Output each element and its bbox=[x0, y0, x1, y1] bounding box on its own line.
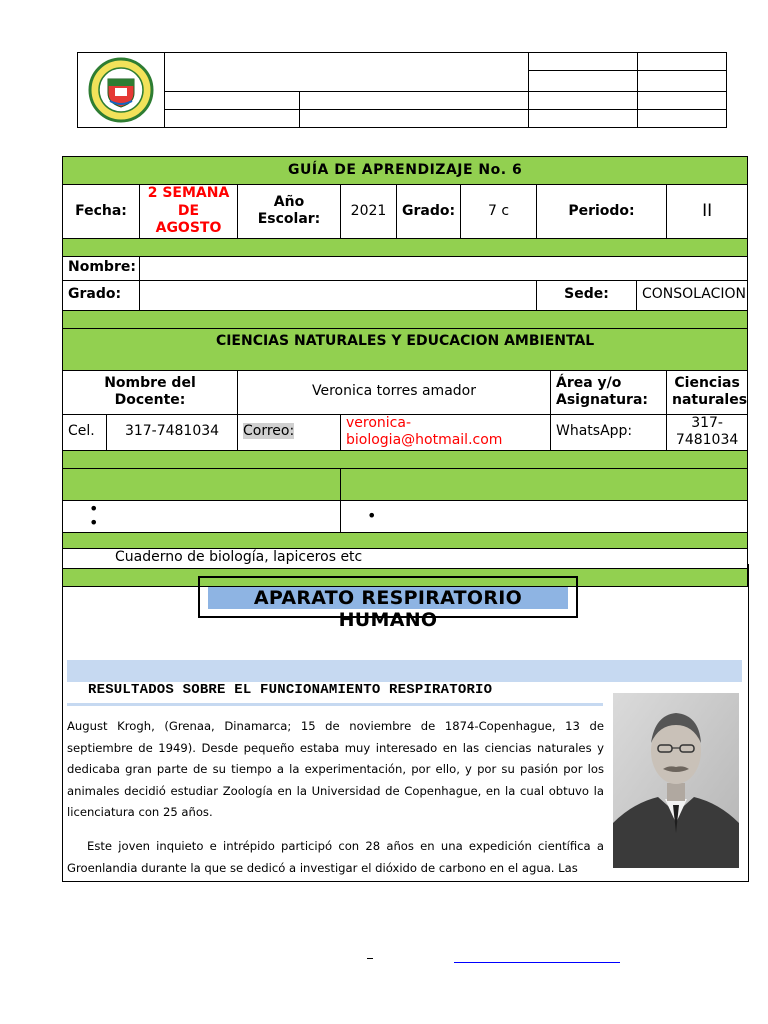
area-label: Área y/o Asignatura: bbox=[551, 370, 667, 414]
nombre-label: Nombre: bbox=[63, 256, 140, 280]
school-crest-cell bbox=[78, 53, 165, 128]
subject-title: CIENCIAS NATURALES Y EDUCACION AMBIENTAL bbox=[63, 328, 748, 370]
green-separator bbox=[63, 310, 748, 328]
guide-title: GUÍA DE APRENDIZAJE No. 6 bbox=[63, 157, 748, 185]
krogh-paragraph-1: August Krogh, (Grenaa, Dinamarca; 15 de noviembre de 1874-Copenhague, 13 de septiembre de 1949). Desde pequeño estaba muy interesado en las ciencias naturales y dedicaba gran parte de su tiempo a la experimentación, por ello, y por su pasión por los animales decidió estudiar Zoología en la Universidad de Copenhague, en la cual obtuvo la licenciatura con 25 años. bbox=[67, 719, 604, 819]
grado2-label: Grado: bbox=[63, 280, 140, 310]
whatsapp-value: 317-7481034 bbox=[667, 414, 748, 450]
header-empty-cell bbox=[638, 53, 727, 71]
sede-label: Sede: bbox=[537, 280, 637, 310]
topic-box bbox=[198, 576, 578, 631]
fecha-label: Fecha: bbox=[63, 185, 140, 239]
green-block-left bbox=[63, 468, 341, 500]
grado-label: Grado: bbox=[397, 185, 461, 239]
bullet-list-right bbox=[341, 500, 748, 532]
green-separator bbox=[63, 450, 748, 468]
krogh-portrait-image bbox=[613, 693, 739, 868]
header-empty-cell bbox=[638, 71, 727, 91]
footer-link-underline[interactable] bbox=[454, 962, 620, 963]
green-block-right bbox=[341, 468, 748, 500]
sede-value: CONSOLACION bbox=[637, 280, 748, 310]
nombre-field[interactable] bbox=[140, 256, 748, 280]
periodo-label: Periodo: bbox=[537, 185, 667, 239]
learning-guide-table bbox=[62, 156, 748, 587]
correo-value[interactable]: veronica-biologia@hotmail.com bbox=[341, 414, 551, 450]
header-empty-cell bbox=[300, 91, 529, 109]
results-title: RESULTADOS SOBRE EL FUNCIONAMIENTO RESPIRATORIO bbox=[88, 682, 493, 698]
header-empty-cell bbox=[165, 53, 529, 92]
results-rule bbox=[67, 703, 603, 706]
grado2-field[interactable] bbox=[140, 280, 537, 310]
bullet-item: • bbox=[89, 513, 99, 532]
header-empty-cell bbox=[638, 91, 727, 109]
school-crest-icon bbox=[86, 57, 156, 123]
docente-label: Nombre del Docente: bbox=[63, 370, 238, 414]
header-empty-cell bbox=[529, 71, 638, 91]
fecha-value: 2 SEMANA DE AGOSTO bbox=[140, 185, 238, 239]
results-band bbox=[67, 660, 742, 682]
footer-dash bbox=[367, 958, 373, 959]
header-empty-cell bbox=[165, 109, 300, 127]
materials-text: Cuaderno de biología, lapiceros etc bbox=[63, 548, 748, 568]
docente-value: Veronica torres amador bbox=[238, 370, 551, 414]
grado-value: 7 c bbox=[461, 185, 537, 239]
anio-label: Año Escolar: bbox=[238, 185, 341, 239]
cel-value: 317-7481034 bbox=[107, 414, 238, 450]
topic-title: APARATO RESPIRATORIO HUMANO bbox=[208, 587, 568, 609]
correo-label-cell bbox=[238, 414, 341, 450]
periodo-value: II bbox=[667, 185, 748, 239]
bullet-item: • bbox=[89, 499, 99, 518]
header-empty-cell bbox=[300, 109, 529, 127]
area-value: Ciencias naturales bbox=[667, 370, 748, 414]
header-empty-cell bbox=[165, 91, 300, 109]
institution-header-table bbox=[77, 52, 727, 128]
header-empty-cell bbox=[529, 109, 638, 127]
green-separator bbox=[63, 532, 748, 548]
krogh-paragraph-2: Este joven inquieto e intrépido participó con 28 años en una expedición científica a Groenlandia durante la que se dedicó a investigar el dióxido de carbono en el agua. Las bbox=[67, 839, 604, 875]
cel-label: Cel. bbox=[63, 414, 107, 450]
whatsapp-label: WhatsApp: bbox=[551, 414, 667, 450]
header-empty-cell bbox=[529, 53, 638, 71]
bullet-item: • bbox=[367, 506, 377, 525]
bullet-list-left bbox=[63, 500, 341, 532]
header-empty-cell bbox=[638, 109, 727, 127]
green-separator bbox=[63, 238, 748, 256]
anio-value: 2021 bbox=[341, 185, 397, 239]
header-empty-cell bbox=[529, 91, 638, 109]
correo-label: Correo: bbox=[243, 423, 295, 440]
